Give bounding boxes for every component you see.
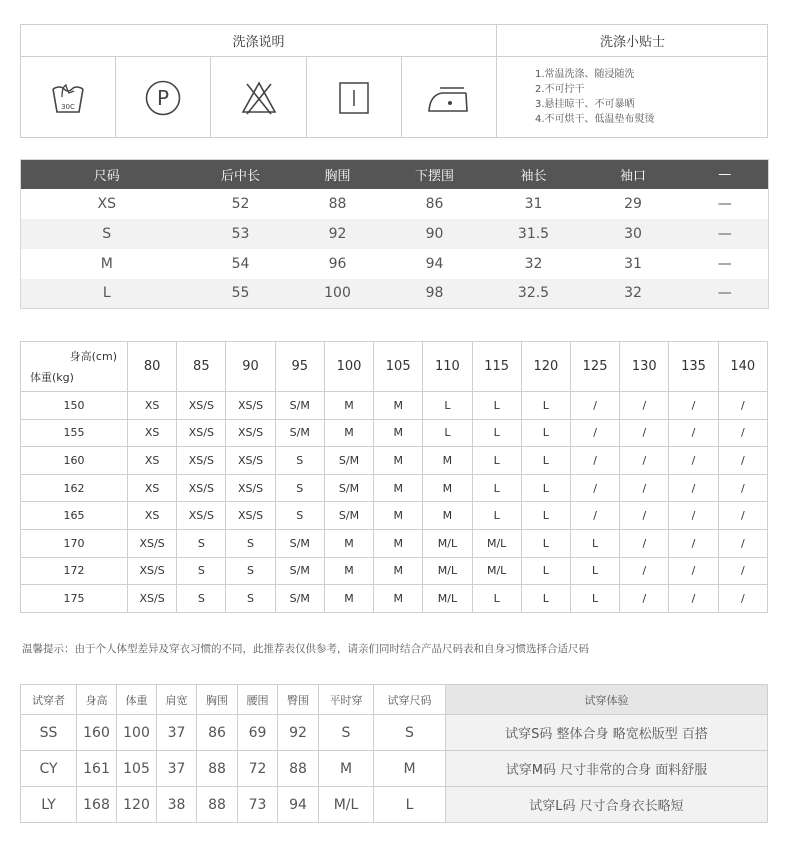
height-header: 120 bbox=[521, 342, 570, 392]
recommended-size-cell: S bbox=[177, 529, 226, 557]
table-cell: 53 bbox=[193, 219, 289, 249]
table-cell: 32 bbox=[524, 255, 543, 272]
table-row bbox=[21, 249, 769, 279]
recommended-size-cell: / bbox=[718, 474, 767, 502]
table-cell: M bbox=[319, 751, 374, 787]
height-header: 105 bbox=[374, 342, 423, 392]
recommended-size-cell: XS/S bbox=[226, 474, 275, 502]
table-cell: 88 bbox=[197, 751, 238, 787]
wash-instructions-title: 洗涤说明 bbox=[21, 25, 497, 57]
svg-text:P: P bbox=[157, 85, 170, 110]
care-icons-row bbox=[21, 57, 497, 138]
recommended-size-cell: L bbox=[521, 557, 570, 585]
table-cell: 105 bbox=[117, 751, 157, 787]
recommended-size-cell: L bbox=[521, 529, 570, 557]
height-header: 130 bbox=[620, 342, 669, 392]
table-cell: 29 bbox=[624, 195, 642, 212]
table-cell: 88 bbox=[197, 787, 238, 823]
recommended-size-cell: XS/S bbox=[177, 447, 226, 475]
table-cell: 37 bbox=[157, 715, 197, 751]
recommended-size-cell: S/M bbox=[275, 529, 324, 557]
recommended-size-cell: M bbox=[324, 419, 373, 447]
column-header: 尺码 bbox=[21, 160, 193, 189]
recommended-size-cell: XS/S bbox=[226, 419, 275, 447]
recommended-size-cell: S bbox=[275, 447, 324, 475]
recommended-size-cell: L bbox=[472, 585, 521, 613]
column-header: 身高 bbox=[77, 685, 117, 715]
recommended-size-cell: M bbox=[423, 502, 472, 530]
weight-cell: 162 bbox=[21, 474, 128, 502]
table-cell: 69 bbox=[238, 715, 278, 751]
line-dry-icon bbox=[338, 81, 370, 115]
fit-reminder-note: 温馨提示：由于个人体型差异及穿衣习惯的不同，此推荐表仅供参考，请亲们同时结合产品尺码表和自身习惯选择合适尺码 bbox=[22, 643, 589, 655]
recommended-size-cell: S/M bbox=[275, 419, 324, 447]
recommended-size-cell: L bbox=[472, 474, 521, 502]
recommended-size-cell: S/M bbox=[275, 557, 324, 585]
table-header-row bbox=[21, 160, 769, 189]
height-axis-label: 身高(cm) bbox=[69, 350, 117, 363]
recommended-size-cell: / bbox=[669, 419, 718, 447]
column-header: 试穿体验 bbox=[446, 685, 768, 715]
table-cell: 73 bbox=[238, 787, 278, 823]
recommended-size-cell: / bbox=[718, 392, 767, 420]
table-row bbox=[21, 279, 769, 309]
recommended-size-cell: S/M bbox=[324, 502, 373, 530]
table-cell: 168 bbox=[77, 787, 117, 823]
recommended-size-cell: L bbox=[521, 474, 570, 502]
recommended-size-cell: XS/S bbox=[226, 502, 275, 530]
recommended-size-cell: / bbox=[620, 585, 669, 613]
svg-text:30C: 30C bbox=[61, 102, 75, 111]
table-cell: 37 bbox=[157, 751, 197, 787]
care-icon-cell bbox=[402, 57, 496, 138]
table-cell: 32 bbox=[585, 279, 682, 309]
recommended-size-cell: S bbox=[275, 474, 324, 502]
recommended-size-cell: L bbox=[423, 419, 472, 447]
wash-tips-list bbox=[497, 57, 768, 138]
table-cell: S bbox=[21, 219, 193, 249]
column-header: 体重 bbox=[117, 685, 157, 715]
care-icon-cell bbox=[116, 57, 211, 138]
size-recommendation-table bbox=[20, 341, 768, 613]
recommended-size-cell: / bbox=[718, 447, 767, 475]
recommended-size-cell: / bbox=[669, 557, 718, 585]
column-header: 肩宽 bbox=[157, 685, 197, 715]
weight-cell: 165 bbox=[21, 502, 128, 530]
height-header: 125 bbox=[570, 342, 619, 392]
try-on-experience-cell: 试穿S码 整体合身 略宽松版型 百搭 bbox=[446, 715, 768, 751]
table-cell: 55 bbox=[193, 279, 289, 309]
table-cell: M bbox=[374, 751, 446, 787]
recommended-size-cell: / bbox=[570, 392, 619, 420]
column-header: 臀围 bbox=[278, 685, 319, 715]
column-header: 胸围 bbox=[289, 160, 387, 189]
table-cell: 100 bbox=[117, 715, 157, 751]
recommended-size-cell: / bbox=[669, 474, 718, 502]
table-cell: 38 bbox=[157, 787, 197, 823]
table-cell: 98 bbox=[387, 279, 483, 309]
table-cell: LY bbox=[21, 787, 77, 823]
recommended-size-cell: M bbox=[374, 585, 423, 613]
height-header: 85 bbox=[177, 342, 226, 392]
table-row bbox=[21, 447, 768, 475]
table-cell: 31.5 bbox=[483, 219, 585, 249]
recommended-size-cell: XS bbox=[128, 419, 177, 447]
hand-wash-30c-icon bbox=[50, 81, 86, 115]
recommended-size-cell: L bbox=[472, 502, 521, 530]
table-row bbox=[21, 474, 768, 502]
recommended-size-cell: M bbox=[324, 392, 373, 420]
wash-tip: 1.常温洗涤、随浸随洗 bbox=[535, 69, 635, 80]
recommended-size-cell: M bbox=[374, 557, 423, 585]
column-header: 下摆围 bbox=[387, 160, 483, 189]
height-header: 95 bbox=[275, 342, 324, 392]
recommended-size-cell: L bbox=[472, 447, 521, 475]
recommended-size-cell: L bbox=[472, 419, 521, 447]
table-cell: 92 bbox=[278, 715, 319, 751]
recommended-size-cell: M/L bbox=[423, 585, 472, 613]
wash-tip: 2.不可拧干 bbox=[535, 84, 585, 95]
recommended-size-cell: L bbox=[521, 585, 570, 613]
care-instructions bbox=[20, 24, 768, 138]
recommended-size-cell: XS bbox=[128, 502, 177, 530]
recommended-size-cell: / bbox=[718, 585, 767, 613]
recommended-size-cell: L bbox=[521, 392, 570, 420]
table-cell: 90 bbox=[387, 219, 483, 249]
weight-cell: 172 bbox=[21, 557, 128, 585]
table-cell: S bbox=[319, 715, 374, 751]
column-header: 试穿尺码 bbox=[374, 685, 446, 715]
recommended-size-cell: M/L bbox=[423, 557, 472, 585]
table-cell: 96 bbox=[328, 255, 347, 272]
recommended-size-cell: M/L bbox=[472, 529, 521, 557]
table-cell: CY bbox=[21, 751, 77, 787]
recommended-size-cell: S bbox=[226, 529, 275, 557]
recommended-size-cell: S/M bbox=[275, 585, 324, 613]
recommended-size-cell: / bbox=[620, 474, 669, 502]
column-header: 试穿者 bbox=[21, 685, 77, 715]
try-on-experience-cell: 试穿M码 尺寸非常的合身 面料舒服 bbox=[446, 751, 768, 787]
table-row bbox=[21, 585, 768, 613]
recommended-size-cell: L bbox=[423, 392, 472, 420]
weight-cell: 150 bbox=[21, 392, 128, 420]
table-cell: — bbox=[717, 195, 732, 212]
recommended-size-cell: XS bbox=[128, 392, 177, 420]
table-cell: S bbox=[374, 715, 446, 751]
wash-tip: 4.不可烘干、低温垫布熨烫 bbox=[535, 114, 655, 125]
recommended-size-cell: XS/S bbox=[226, 447, 275, 475]
table-cell: 160 bbox=[77, 715, 117, 751]
column-header: — bbox=[682, 160, 769, 189]
recommended-size-cell: M/L bbox=[423, 529, 472, 557]
weight-cell: 155 bbox=[21, 419, 128, 447]
recommended-size-cell: XS/S bbox=[177, 474, 226, 502]
recommended-size-cell: S bbox=[275, 502, 324, 530]
height-header: 80 bbox=[128, 342, 177, 392]
recommended-size-cell: L bbox=[570, 529, 619, 557]
recommended-size-cell: / bbox=[669, 447, 718, 475]
recommended-size-cell: / bbox=[620, 392, 669, 420]
wash-tips-title: 洗涤小贴士 bbox=[497, 25, 768, 57]
recommended-size-cell: XS/S bbox=[226, 392, 275, 420]
recommended-size-cell: S bbox=[177, 557, 226, 585]
table-row bbox=[21, 715, 768, 751]
recommended-size-cell: M bbox=[324, 557, 373, 585]
recommended-size-cell: L bbox=[472, 392, 521, 420]
recommended-size-cell: L bbox=[570, 585, 619, 613]
table-cell: 30 bbox=[585, 219, 682, 249]
recommended-size-cell: L bbox=[521, 419, 570, 447]
weight-cell: 170 bbox=[21, 529, 128, 557]
table-cell: — bbox=[682, 219, 769, 249]
do-not-bleach-icon bbox=[240, 80, 278, 116]
table-row bbox=[21, 529, 768, 557]
recommended-size-cell: / bbox=[570, 447, 619, 475]
column-header: 后中长 bbox=[193, 160, 289, 189]
table-cell: 92 bbox=[289, 219, 387, 249]
table-cell: M bbox=[100, 255, 113, 272]
care-icon-cell bbox=[21, 57, 116, 138]
table-cell: 54 bbox=[231, 255, 250, 272]
recommended-size-cell: L bbox=[521, 447, 570, 475]
table-cell: 120 bbox=[117, 787, 157, 823]
table-cell: — bbox=[717, 255, 732, 272]
recommended-size-cell: S bbox=[226, 585, 275, 613]
column-header: 胸围 bbox=[197, 685, 238, 715]
recommended-size-cell: XS/S bbox=[177, 392, 226, 420]
table-row bbox=[21, 751, 768, 787]
recommended-size-cell: S/M bbox=[275, 392, 324, 420]
recommended-size-cell: / bbox=[718, 557, 767, 585]
recommended-size-cell: M bbox=[374, 447, 423, 475]
height-header: 100 bbox=[324, 342, 373, 392]
height-weight-header bbox=[21, 342, 128, 392]
recommended-size-cell: / bbox=[718, 529, 767, 557]
recommended-size-cell: / bbox=[620, 447, 669, 475]
recommended-size-cell: S/M bbox=[324, 447, 373, 475]
table-row bbox=[21, 787, 768, 823]
table-row bbox=[21, 419, 768, 447]
recommended-size-cell: S bbox=[177, 585, 226, 613]
table-cell: 94 bbox=[278, 787, 319, 823]
try-on-table bbox=[20, 684, 768, 823]
recommended-size-cell: XS/S bbox=[128, 557, 177, 585]
recommended-size-cell: M bbox=[374, 392, 423, 420]
recommended-size-cell: / bbox=[669, 529, 718, 557]
table-row bbox=[21, 392, 768, 420]
column-header: 袖长 bbox=[483, 160, 585, 189]
size-chart-table bbox=[20, 159, 769, 309]
recommended-size-cell: M bbox=[423, 447, 472, 475]
recommended-size-cell: XS/S bbox=[128, 585, 177, 613]
table-cell: 52 bbox=[231, 195, 250, 212]
dry-clean-p-icon bbox=[144, 79, 182, 117]
weight-axis-label: 体重(kg) bbox=[30, 371, 74, 384]
height-header: 115 bbox=[472, 342, 521, 392]
recommended-size-cell: S bbox=[226, 557, 275, 585]
height-header: 110 bbox=[423, 342, 472, 392]
table-cell: 31 bbox=[624, 255, 642, 272]
wash-tip: 3.悬挂晾干、不可暴晒 bbox=[535, 99, 635, 110]
recommended-size-cell: / bbox=[620, 529, 669, 557]
height-header: 135 bbox=[669, 342, 718, 392]
recommended-size-cell: M bbox=[374, 474, 423, 502]
table-header-row bbox=[21, 685, 768, 715]
recommended-size-cell: / bbox=[570, 474, 619, 502]
table-cell: 86 bbox=[425, 195, 444, 212]
table-cell: 88 bbox=[278, 751, 319, 787]
table-row bbox=[21, 557, 768, 585]
recommended-size-cell: M bbox=[374, 529, 423, 557]
weight-cell: 160 bbox=[21, 447, 128, 475]
recommended-size-cell: XS bbox=[128, 474, 177, 502]
table-cell: L bbox=[374, 787, 446, 823]
column-header: 平时穿 bbox=[319, 685, 374, 715]
weight-cell: 175 bbox=[21, 585, 128, 613]
table-row bbox=[21, 502, 768, 530]
table-cell: 72 bbox=[238, 751, 278, 787]
table-cell: 86 bbox=[197, 715, 238, 751]
recommended-size-cell: / bbox=[570, 419, 619, 447]
column-header: 腰围 bbox=[238, 685, 278, 715]
table-cell: 161 bbox=[77, 751, 117, 787]
recommended-size-cell: XS bbox=[128, 447, 177, 475]
recommended-size-cell: M/L bbox=[472, 557, 521, 585]
table-row bbox=[21, 189, 769, 219]
recommended-size-cell: / bbox=[669, 392, 718, 420]
recommended-size-cell: S/M bbox=[324, 474, 373, 502]
table-cell: SS bbox=[21, 715, 77, 751]
recommended-size-cell: XS/S bbox=[128, 529, 177, 557]
recommended-size-cell: M bbox=[324, 585, 373, 613]
care-icon-cell bbox=[307, 57, 402, 138]
table-cell: 100 bbox=[289, 279, 387, 309]
recommended-size-cell: M bbox=[423, 474, 472, 502]
recommended-size-cell: / bbox=[718, 502, 767, 530]
recommended-size-cell: / bbox=[718, 419, 767, 447]
recommended-size-cell: / bbox=[669, 585, 718, 613]
table-cell: M/L bbox=[319, 787, 374, 823]
table-cell: 88 bbox=[328, 195, 347, 212]
height-header: 140 bbox=[718, 342, 767, 392]
table-cell: — bbox=[682, 279, 769, 309]
recommended-size-cell: L bbox=[570, 557, 619, 585]
recommended-size-cell: XS/S bbox=[177, 502, 226, 530]
care-icon-cell bbox=[211, 57, 306, 138]
table-cell: L bbox=[21, 279, 193, 309]
table-cell: XS bbox=[97, 195, 116, 212]
recommended-size-cell: / bbox=[620, 502, 669, 530]
column-header: 袖口 bbox=[585, 160, 682, 189]
table-row bbox=[21, 219, 769, 249]
recommended-size-cell: M bbox=[324, 529, 373, 557]
table-cell: 32.5 bbox=[483, 279, 585, 309]
recommended-size-cell: / bbox=[570, 502, 619, 530]
recommended-size-cell: / bbox=[620, 557, 669, 585]
try-on-experience-cell: 试穿L码 尺寸合身衣长略短 bbox=[446, 787, 768, 823]
recommended-size-cell: XS/S bbox=[177, 419, 226, 447]
recommended-size-cell: M bbox=[374, 502, 423, 530]
low-iron-icon bbox=[426, 82, 472, 114]
height-header: 90 bbox=[226, 342, 275, 392]
table-header-row bbox=[21, 342, 768, 392]
table-cell: 94 bbox=[425, 255, 444, 272]
recommended-size-cell: / bbox=[620, 419, 669, 447]
table-cell: 31 bbox=[524, 195, 543, 212]
recommended-size-cell: M bbox=[374, 419, 423, 447]
recommended-size-cell: L bbox=[521, 502, 570, 530]
recommended-size-cell: / bbox=[669, 502, 718, 530]
